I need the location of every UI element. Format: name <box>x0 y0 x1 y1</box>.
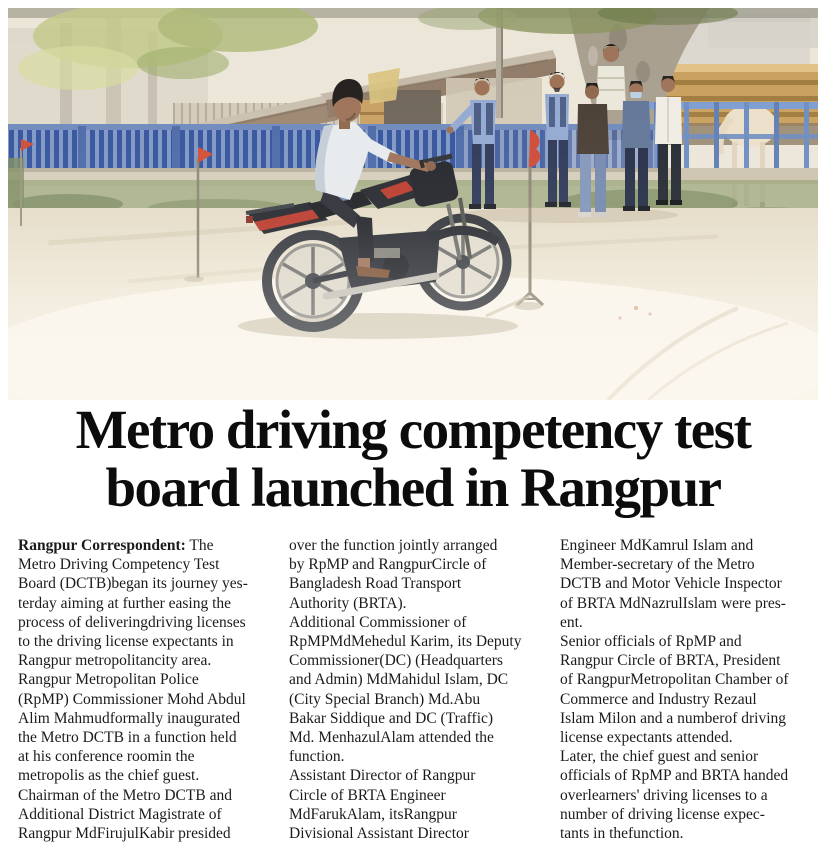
text-line: Rangpur Correspondent: The <box>18 537 214 554</box>
text-line: by RpMP and RangpurCircle of <box>289 556 487 574</box>
text-line: (RpMP) Commissioner Mohd Abdul <box>18 690 246 708</box>
text-line: Rangpur metropolitancity area. <box>18 652 212 670</box>
text-line: officials of RpMP and BRTA handed <box>560 767 789 785</box>
text-line: ent. <box>560 613 583 631</box>
text-line: (City Special Branch) Md.Abu <box>289 690 481 708</box>
text-line: at his conference roomin the <box>18 748 195 766</box>
text-line: Authority (BRTA). <box>289 594 407 612</box>
text-line: Additional Commissioner of <box>289 613 467 631</box>
text-line: RpMPMdMehedul Karim, its Deputy <box>289 633 522 651</box>
text-line: Rangpur Circle of BRTA, President <box>560 652 781 670</box>
text-line: process of deliveringdriving licenses <box>18 613 246 631</box>
text-line: Circle of BRTA Engineer <box>289 786 446 804</box>
text-line: Islam Milon and a numberof driving <box>560 709 786 727</box>
photo-scene <box>8 8 818 400</box>
text-line: Rangpur MdFirujulKabir presided <box>18 825 231 843</box>
text-line: overlearners' driving licenses to a <box>560 786 768 804</box>
text-line: to the driving license expectants in <box>18 633 234 651</box>
photo-haze <box>8 8 818 400</box>
text-line: and Admin) MdMahidul Islam, DC <box>289 671 509 689</box>
text-line: Additional District Magistrate of <box>18 805 222 823</box>
text-line: DCTB and Motor Vehicle Inspector <box>560 575 782 593</box>
text-line: Engineer MdKamrul Islam and <box>560 537 754 554</box>
text-line: number of driving license expec- <box>560 805 765 823</box>
headline-line-2: board launched in Rangpur <box>105 457 721 518</box>
article-column-3 <box>560 536 810 843</box>
text-line: Bakar Siddique and DC (Traffic) <box>289 709 494 727</box>
text-line: metropolis as the chief guest. <box>18 767 200 785</box>
text-line: Commerce and Industry Rezaul <box>560 690 757 708</box>
text-line: license expectants attended. <box>560 729 733 747</box>
text-line: Md. MenhazulAlam attended the <box>289 729 494 747</box>
text-line: Assistant Director of Rangpur <box>289 767 476 785</box>
text-line: Later, the chief guest and senior <box>560 748 759 766</box>
text-line: function. <box>289 748 345 766</box>
headline <box>0 401 826 517</box>
text-line: Rangpur Metropolitan Police <box>18 671 199 689</box>
text-line: Commissioner(DC) (Headquarters <box>289 652 503 670</box>
text-line: of BRTA MdNazrulIslam were pres- <box>560 594 786 612</box>
text-line: Board (DCTB)began its journey yes- <box>18 575 248 593</box>
article-body <box>18 536 810 843</box>
text-line: Bangladesh Road Transport <box>289 575 462 593</box>
text-line: Senior officials of RpMP and <box>560 633 742 651</box>
article-column-1 <box>18 536 268 843</box>
text-line: over the function jointly arranged <box>289 537 498 554</box>
text-line: of RangpurMetropolitan Chamber of <box>560 671 789 689</box>
text-line: Chairman of the Metro DCTB and <box>18 786 232 804</box>
text-line: Alim Mahmudformally inaugurated <box>18 709 241 727</box>
article-photo <box>8 8 818 400</box>
text-line: tants in thefunction. <box>560 825 684 843</box>
text-line: terday aiming at further easing the <box>18 594 232 612</box>
text-line: Divisional Assistant Director <box>289 825 469 843</box>
text-line: the Metro DCTB in a function held <box>18 729 237 747</box>
text-line: Metro Driving Competency Test <box>18 556 220 574</box>
article-column-2 <box>289 536 539 843</box>
headline-line-1: Metro driving competency test <box>75 399 751 460</box>
text-line: MdFarukAlam, itsRangpur <box>289 805 457 823</box>
text-line: Member-secretary of the Metro <box>560 556 755 574</box>
